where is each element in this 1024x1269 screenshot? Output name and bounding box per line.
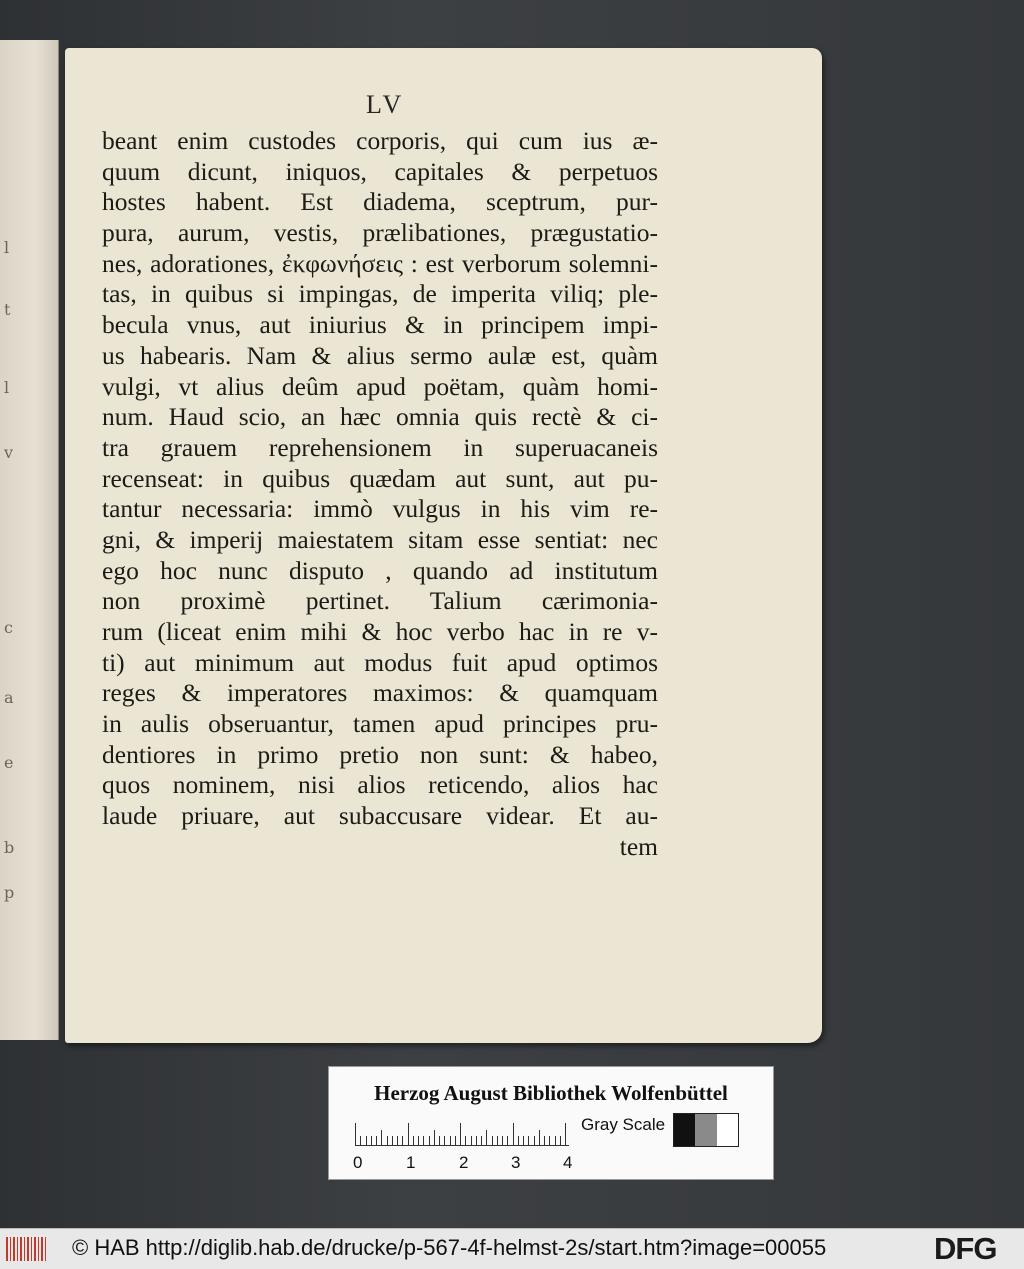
ruler-tick <box>355 1123 356 1145</box>
gray-swatch <box>695 1114 716 1146</box>
ruler-label: 3 <box>511 1153 521 1172</box>
ruler-tick <box>549 1136 550 1145</box>
ruler-tick <box>460 1123 461 1145</box>
text-line: pura, aurum, vestis, prælibationes, prægustatio- <box>102 218 658 248</box>
ruler-tick <box>465 1136 466 1145</box>
ruler-tick <box>455 1136 456 1145</box>
text-line: dentiores in primo pretio non sunt: & habeo, <box>102 739 658 769</box>
ruler-tick <box>360 1136 361 1145</box>
ruler-tick <box>513 1123 514 1145</box>
ruler-label: 1 <box>406 1153 416 1172</box>
ruler-tick <box>366 1136 367 1145</box>
ruler-tick <box>518 1136 519 1145</box>
ruler-tick <box>371 1136 372 1145</box>
gray-scale-label: Gray Scale <box>581 1115 666 1134</box>
ruler-tick <box>544 1136 545 1145</box>
ruler-tick <box>539 1130 540 1145</box>
ruler-tick <box>381 1130 382 1145</box>
page-edge-mark: l <box>4 238 10 257</box>
text-line: non proximè pertinet. Talium cærimonia- <box>102 586 658 616</box>
adjacent-page-edge <box>0 40 59 1040</box>
scale-ruler <box>355 1123 569 1146</box>
dfg-logo: DFG <box>934 1231 997 1266</box>
text-line: rum (liceat enim mihi & hoc verbo hac in re v- <box>102 617 658 646</box>
page-edge-mark: t <box>4 300 11 319</box>
ruler-tick <box>397 1136 398 1145</box>
ruler-tick <box>486 1130 487 1145</box>
ruler-tick <box>534 1136 535 1145</box>
ruler-tick <box>502 1136 503 1145</box>
ruler-label: 4 <box>563 1153 573 1172</box>
text-line: quos nominem, nisi alios reticendo, alios hac <box>102 770 658 800</box>
ruler-tick <box>392 1136 393 1145</box>
text-line: tantur necessaria: immò vulgus in his vim re- <box>102 494 658 524</box>
text-line: hostes habent. Est diadema, sceptrum, pur- <box>102 187 658 217</box>
text-line: tra grauem reprehensionem in superuacaneis <box>102 432 658 462</box>
page-header: LV <box>366 90 405 119</box>
barcode-icon <box>6 1237 46 1261</box>
footer-bar <box>0 1228 1024 1269</box>
ruler-tick <box>387 1136 388 1145</box>
page-edge-mark: a <box>4 688 14 707</box>
ruler-tick <box>444 1136 445 1145</box>
page-edge-mark: e <box>4 753 14 772</box>
page-edge-mark: v <box>4 443 14 462</box>
ruler-tick <box>450 1136 451 1145</box>
text-line: recenseat: in quibus quædam aut sunt, aut pu- <box>102 463 658 493</box>
text-line: becula vnus, aut iniurius & in principem impi- <box>102 310 658 340</box>
page-edge-mark: p <box>4 883 15 902</box>
text-line: beant enim custodes corporis, qui cum ius æ- <box>102 126 658 155</box>
ruler-tick <box>429 1136 430 1145</box>
text-line: tas, in quibus si impingas, de imperita viliq; ple- <box>102 279 658 309</box>
page-edge-mark: l <box>4 378 10 397</box>
ruler-tick <box>413 1136 414 1145</box>
ruler-tick <box>528 1136 529 1145</box>
ruler-tick <box>471 1136 472 1145</box>
color-calibration-target <box>328 1066 774 1180</box>
source-url[interactable]: © HAB http://diglib.hab.de/drucke/p-567-4f-helmst-2s/start.htm?image=00055 <box>72 1235 827 1260</box>
ruler-tick <box>423 1136 424 1145</box>
ruler-tick <box>565 1123 566 1145</box>
page-text <box>102 126 658 863</box>
ruler-tick <box>376 1136 377 1145</box>
ruler-tick <box>439 1136 440 1145</box>
ruler-tick <box>497 1136 498 1145</box>
ruler-tick <box>402 1136 403 1145</box>
ruler-tick <box>408 1123 409 1145</box>
text-line: ti) aut minimum aut modus fuit apud optimos <box>102 647 658 677</box>
ruler-tick <box>481 1136 482 1145</box>
ruler-tick <box>434 1130 435 1145</box>
ruler-tick <box>476 1136 477 1145</box>
text-line: num. Haud scio, an hæc omnia quis rectè & ci- <box>102 402 658 432</box>
ruler-tick <box>492 1136 493 1145</box>
ruler-tick <box>555 1136 556 1145</box>
gray-swatch <box>674 1114 695 1146</box>
page-edge-mark: c <box>4 618 13 637</box>
text-line: gni, & imperij maiestatem sitam esse sentiat: nec <box>102 524 658 554</box>
text-line: ego hoc nunc disputo , quando ad institutum <box>102 555 658 585</box>
page-edge-mark: b <box>4 838 15 857</box>
gray-scale-swatches <box>673 1113 739 1147</box>
ruler-tick <box>507 1136 508 1145</box>
library-name: Herzog August Bibliothek Wolfenbüttel <box>374 1081 728 1105</box>
ruler-label: 0 <box>353 1153 363 1172</box>
text-line: vulgi, vt alius deûm apud poëtam, quàm homi- <box>102 371 658 401</box>
gray-swatch <box>717 1114 738 1146</box>
ruler-tick <box>523 1136 524 1145</box>
text-line: in aulis obseruantur, tamen apud principes pru- <box>102 709 658 739</box>
text-line: us habearis. Nam & alius sermo aulæ est, quàm <box>102 340 658 370</box>
ruler-label: 2 <box>459 1153 469 1172</box>
text-line: nes, adorationes, ἐκφωνήσεις : est verborum solemni- <box>102 248 658 278</box>
ruler-tick <box>418 1136 419 1145</box>
text-line: reges & imperatores maximos: & quamquam <box>102 678 658 708</box>
text-line: quum dicunt, iniquos, capitales & perpetuos <box>102 156 658 186</box>
text-line: tem <box>619 831 658 861</box>
text-line: laude priuare, aut subaccusare videar. Et au- <box>102 801 658 831</box>
ruler-tick <box>560 1136 561 1145</box>
